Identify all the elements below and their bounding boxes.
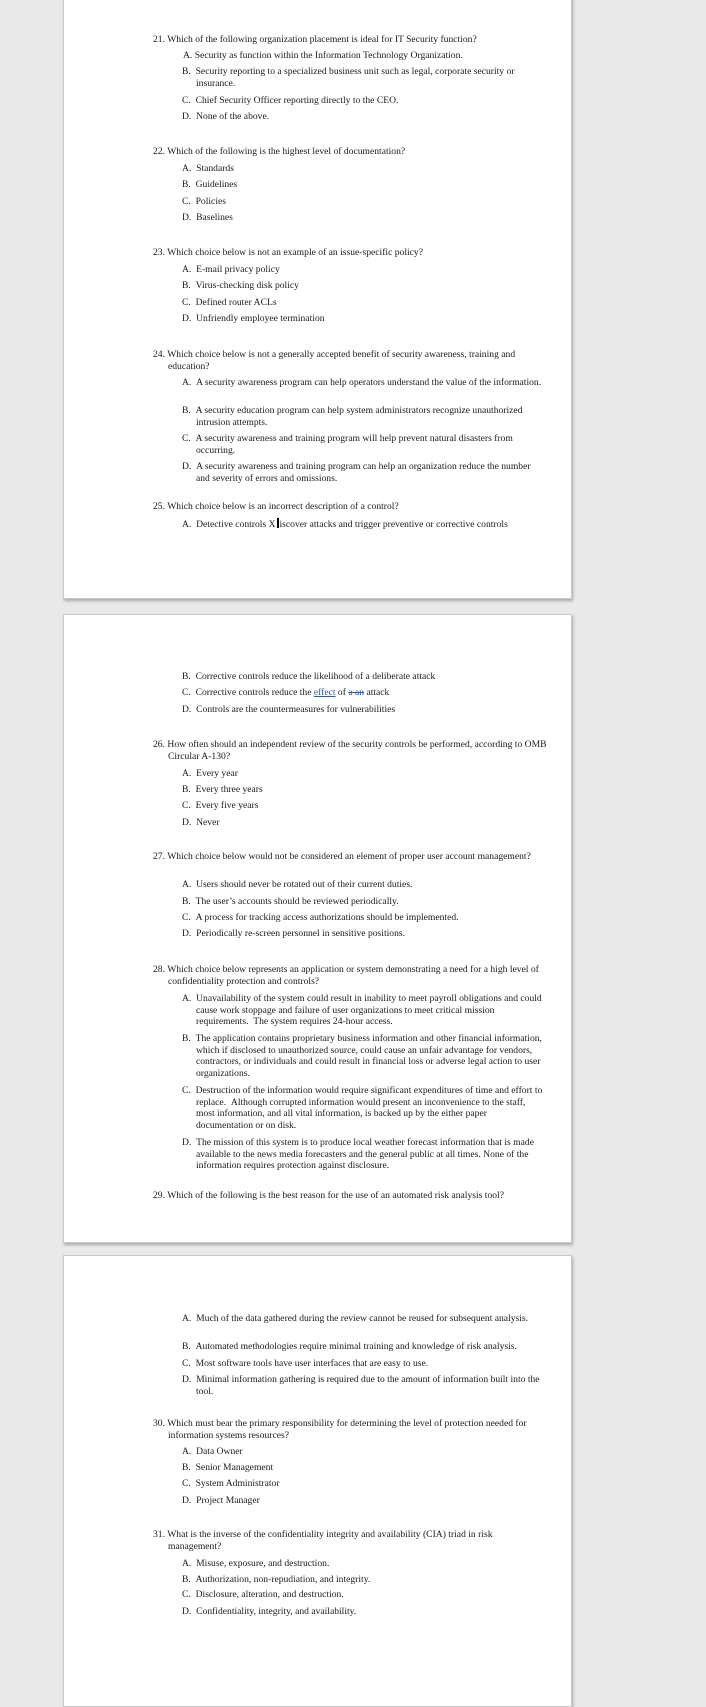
answer-option: A. Users should never be rotated out of their current duties.: [182, 879, 413, 890]
answer-option: C. System Administrator: [182, 1478, 280, 1489]
option-text-prefix: A. Detective controls X: [182, 519, 276, 530]
answer-option: D. Confidentiality, integrity, and availability.: [182, 1606, 357, 1617]
answer-option: C. Every five years: [182, 800, 259, 811]
answer-option: B. Authorization, non-repudiation, and integrity.: [182, 1574, 371, 1585]
answer-option: A. Much of the data gathered during the review cannot be reused for subsequent analysis.: [182, 1313, 529, 1324]
answer-option: B. Senior Management: [182, 1462, 274, 1473]
option-text: of: [335, 687, 349, 698]
answer-option: C. Most software tools have user interfaces that are easy to use.: [182, 1358, 429, 1369]
question-stem: 25. Which choice below is an incorrect description of a control?: [153, 501, 399, 512]
answer-option: C. A process for tracking access authorizations should be implemented.: [182, 912, 459, 923]
document-page-2[interactable]: [63, 614, 572, 1243]
option-text: C. Corrective controls reduce the: [182, 687, 314, 698]
answer-option: D. None of the above.: [182, 111, 270, 122]
option-text: attack: [364, 687, 390, 698]
text-cursor: [277, 518, 279, 528]
question-stem: 24. Which choice below is not a generally accepted benefit of security awareness, training and education?: [153, 349, 516, 372]
question-stem: 22. Which of the following is the highest level of documentation?: [153, 146, 406, 157]
answer-option: D. A security awareness and training program can help an organization reduce the number and severity of errors and omissions.: [182, 461, 531, 484]
answer-option: B. The user’s accounts should be reviewed periodically.: [182, 896, 399, 907]
tracked-deletion[interactable]: a an: [348, 687, 365, 698]
answer-option-with-cursor[interactable]: [182, 518, 546, 531]
question-stem: 29. Which of the following is the best reason for the use of an automated risk analysis tool?: [153, 1190, 504, 1201]
answer-option: B. Virus-checking disk policy: [182, 280, 299, 291]
question-stem: 31. What is the inverse of the confidentiality integrity and availability (CIA) triad in risk management?: [153, 1529, 493, 1552]
answer-option: D. Minimal information gathering is required due to the amount of information built into the tool.: [182, 1374, 540, 1397]
question-stem: 26. How often should an independent review of the security controls be performed, according to OMB Circular A-130?: [153, 739, 547, 762]
answer-option: C. Disclosure, alteration, and destruction.: [182, 1589, 344, 1600]
answer-option: B. The application contains proprietary business information and other financial information, which if disclosed to unauthorized source, could cause an unfair advantage for vendors, contractors, or individuals and could result in financial loss or adverse legal action to user organizations.: [182, 1033, 542, 1079]
answer-option: A. Security as function within the Information Technology Organization.: [183, 50, 463, 61]
answer-option: A. Unavailability of the system could result in inability to meet payroll obligations and could cause work stoppage and failure of user organizations to meet critical mission requirements. The system requires 24-hour access.: [182, 993, 542, 1027]
answer-option-tracked-change[interactable]: [182, 687, 546, 699]
answer-option: D. Controls are the countermeasures for vulnerabilities: [182, 704, 396, 715]
answer-option: C. Chief Security Officer reporting directly to the CEO.: [182, 95, 399, 106]
answer-option: D. Project Manager: [182, 1495, 260, 1506]
tracked-insertion[interactable]: effect: [313, 687, 336, 698]
answer-option: D. Never: [182, 817, 220, 828]
answer-option: C. Destruction of the information would require significant expenditures of time and effort to replace. Although corrupted information would present an inconvenience to the staff, most information, and all vital information, is backed up by the either paper documentation or on disk.: [182, 1085, 543, 1131]
answer-option: C. Defined router ACLs: [182, 297, 277, 308]
answer-option: D. Baselines: [182, 212, 233, 223]
answer-option: A. E-mail privacy policy: [182, 264, 280, 275]
answer-option: D. Unfriendly employee termination: [182, 313, 325, 324]
answer-option: B. A security education program can help system administrators recognize unauthorized intrusion attempts.: [182, 405, 523, 428]
document-page-1[interactable]: [63, 0, 572, 599]
answer-option: B. Corrective controls reduce the likelihood of a deliberate attack: [182, 671, 436, 682]
answer-option: D. Periodically re-screen personnel in sensitive positions.: [182, 928, 406, 939]
question-stem: 28. Which choice below represents an application or system demonstrating a need for a high level of confidentiality protection and controls?: [153, 964, 539, 987]
answer-option: A. Standards: [182, 163, 234, 174]
answer-option: D. The mission of this system is to produce local weather forecast information that is made available to the news media forecasters and the general public at all times. None of the information requires protection against disclosure.: [182, 1137, 534, 1171]
answer-option: A. A security awareness program can help operators understand the value of the information.: [182, 377, 542, 388]
answer-option: C. A security awareness and training program will help prevent natural disasters from occurring.: [182, 433, 513, 456]
question-stem: 23. Which choice below is not an example of an issue-specific policy?: [153, 247, 423, 258]
answer-option: B. Guidelines: [182, 179, 238, 190]
answer-option: B. Security reporting to a specialized business unit such as legal, corporate security or insurance.: [182, 66, 515, 89]
answer-option: A. Every year: [182, 768, 238, 779]
question-stem: 30. Which must bear the primary responsibility for determining the level of protection needed for information systems resources?: [153, 1418, 527, 1441]
question-stem: 21. Which of the following organization placement is ideal for IT Security function?: [153, 34, 477, 45]
answer-option: C. Policies: [182, 196, 226, 207]
answer-option: A. Misuse, exposure, and destruction.: [182, 1558, 330, 1569]
question-stem: 27. Which choice below would not be considered an element of proper user account management?: [153, 851, 531, 862]
answer-option: B. Every three years: [182, 784, 263, 795]
option-text-suffix: iscover attacks and trigger preventive or corrective controls: [279, 519, 508, 530]
document-page-3[interactable]: [63, 1255, 572, 1707]
answer-option: B. Automated methodologies require minimal training and knowledge of risk analysis.: [182, 1341, 517, 1352]
answer-option: A. Data Owner: [182, 1446, 243, 1457]
